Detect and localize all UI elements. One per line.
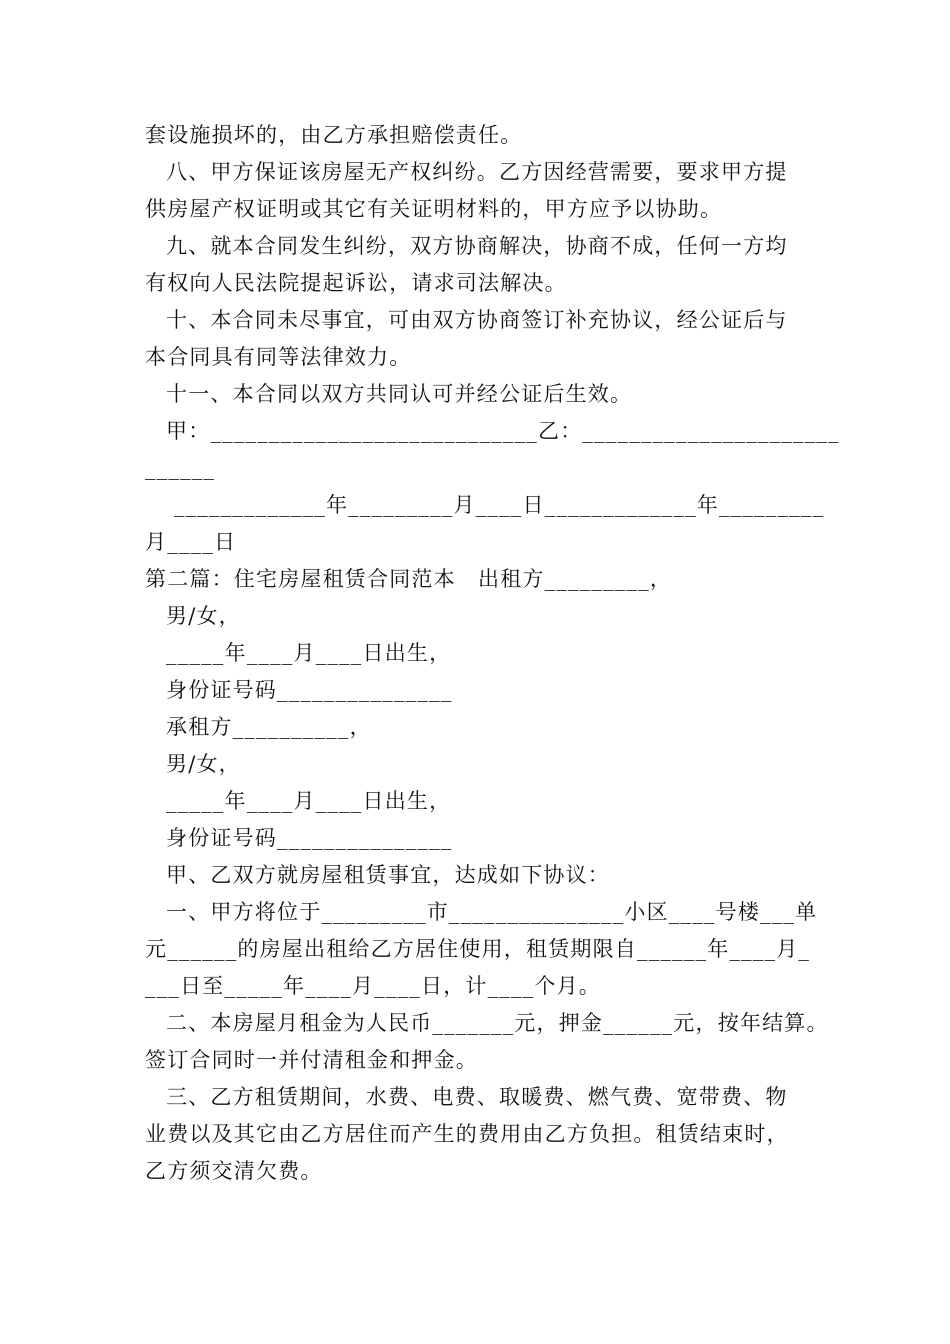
text-line: 承租方__________，: [166, 715, 372, 739]
text-line: 男/女，: [166, 604, 241, 628]
text-line: ___日至_____年____月____日，计____个月。: [145, 974, 601, 998]
text-line: 一、甲方将位于_________市_______________小区____号楼___单: [166, 900, 818, 924]
text-line: 八、甲方保证该房屋无产权纠纷。乙方因经营需要，要求甲方提: [166, 160, 788, 184]
text-line: _____年____月____日出生，: [166, 789, 452, 813]
text-line: 本合同具有同等法律效力。: [145, 345, 412, 369]
text-line: 身份证号码_______________: [166, 826, 453, 850]
text-line: 甲、乙双方就房屋租赁事宜，达成如下协议：: [166, 863, 610, 887]
text-line: 十一、本合同以双方共同认可并经公证后生效。: [166, 382, 633, 406]
signature-line-continued: ______: [145, 456, 216, 480]
text-line: 供房屋产权证明或其它有关证明材料的，甲方应予以协助。: [145, 197, 723, 221]
date-line: _____________年_________月____日_____________年_________: [166, 493, 825, 517]
text-line: 九、就本合同发生纠纷，双方协商解决，协商不成，任何一方均: [166, 234, 788, 258]
text-line: 签订合同时一并付清租金和押金。: [145, 1048, 478, 1072]
section-heading: 第二篇：住宅房屋租赁合同范本 出租方_________，: [145, 567, 673, 591]
text-line: 有权向人民法院提起诉讼，请求司法解决。: [145, 271, 567, 295]
text-line: 元______的房屋出租给乙方居住使用，租赁期限自______年____月_: [145, 937, 811, 961]
date-line-continued: 月____日: [145, 530, 237, 554]
signature-line: 甲：____________________________乙：______________________: [166, 419, 840, 443]
text-line: _____年____月____日出生，: [166, 641, 452, 665]
text-line: 三、乙方租赁期间，水费、电费、取暖费、燃气费、宽带费、物: [166, 1085, 788, 1109]
text-line: 乙方须交清欠费。: [145, 1159, 323, 1183]
text-line: 二、本房屋月租金为人民币_______元，押金______元，按年结算。: [166, 1011, 829, 1035]
text-line: 套设施损坏的，由乙方承担赔偿责任。: [145, 123, 523, 147]
text-line: 身份证号码_______________: [166, 678, 453, 702]
text-line: 业费以及其它由乙方居住而产生的费用由乙方负担。租赁结束时，: [145, 1122, 789, 1146]
text-line: 男/女，: [166, 752, 241, 776]
text-line: 十、本合同未尽事宜，可由双方协商签订补充协议，经公证后与: [166, 308, 788, 332]
